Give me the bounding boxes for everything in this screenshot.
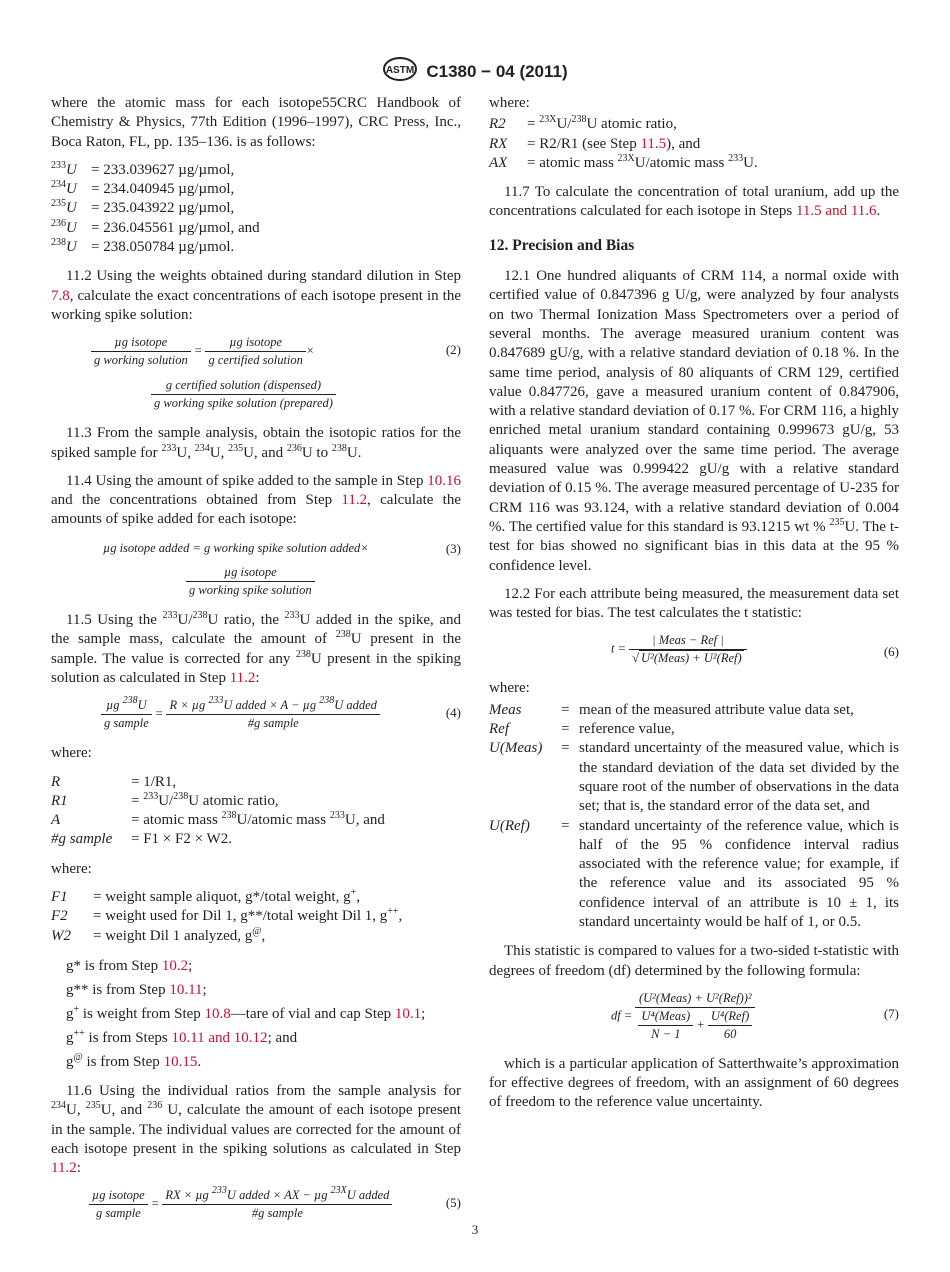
where-label: where: [489, 95, 530, 111]
link-step-10-1[interactable]: 10.1 [394, 1005, 422, 1022]
g-note: g* is from Step 10.2; [66, 957, 193, 974]
isotope-row: $^{233}$U = 233.039627 µg/µmol, [51, 159, 235, 178]
paragraph-12-1: 12.1 One hundred aliquants of CRM 114, a normal oxide with certified value of 0.847396 g U/g, were analyzed by four analysts on two Thermal Ionization Mass Spectrometers over a period of several months. The average measured uranium content was 0.847689 gU/g, with a relative standard deviation of 0.18 %. In the same time period, analysis of 80 aliquants of CRM 129, certified value 0.847726, gave a measured uranium content of 0.847906, with a relative standard deviation of 0.17 %. For CRM 116, a highly enriched metal uranium standard containing 0.999673 gU/g, 53 aliquants were analyzed over the same time period. The average measured value was 0.999422 gU/g with a relative standard deviation of 0.15 %. The average measured percentage of U-235 for CRM 116 was 93.124, with a relative standard deviation of 0.004 %. The certified value for this standard is 93.1215 wt % $^{235}$U. The t-test for bias showed no significant bias in this data at the 95 % confidence level. [489, 268, 900, 574]
definitions-eq5: R2 = $^{23X}$U/$^{238}$U atomic ratio, RX = R2/R1 (see Step 11.5), and AX = atomic mass $^{23X}$U/atomic mass $^{233}$U. [489, 114, 758, 171]
page-header [0, 56, 950, 87]
paragraph-11-7: 11.7 To calculate the concentration of total uranium, add up the concentrations calculated for each isotope in Steps 11.5 and 11.6. [489, 184, 899, 220]
equation-6: t = $\frac{\text{| Meas − Ref |}}{\text{√ U²(Meas) + U²(Ref)}}$ (6) [611, 633, 899, 666]
section-heading: 12. Precision and Bias [489, 236, 635, 254]
isotope-row: $^{236}$U = 236.045561 µg/µmol, and [51, 217, 260, 236]
equation-2: $\frac{\text{µg isotope}}{\text{g working solution}}$ = $\frac{\text{µg isotope}}{\text{g certified solution}}$ × $\frac{\text{g certified solution (dispensed)}}{\text{g working spike solution (prepared)}}$ (2) [51, 334, 461, 412]
isotope-row: $^{234}$U = 234.040945 µg/µmol, [51, 179, 235, 198]
paragraph-11-3: 11.3 From the sample analysis, obtain the isotopic ratios for the spiked sample for $^{233}$U, $^{234}$U, $^{235}$U, and $^{236}$U to $^{238}$U. [51, 425, 461, 461]
paragraph-intro: where the atomic mass for each isotope55CRC Handbook of Chemistry & Physics, 77th Edition (1996–1997), CRC Press, Inc., Boca Raton, FL, pp. 135–136. is as follows: [51, 95, 461, 150]
link-step-10-2[interactable]: 10.2 [161, 957, 189, 974]
link-step-11-2[interactable]: 11.2 [229, 669, 256, 686]
link-steps-11-5-11-6[interactable]: 11.5 and 11.6 [795, 203, 877, 220]
link-steps-10-11-10-12[interactable]: 10.11 and 10.12 [171, 1029, 268, 1046]
equation-5: $\frac{\text{µg isotope}}{\text{g sample}}$ = $\frac{RX \times \mu g ^{233}U added \times AX - \mu g ^{23X}U added}{\text{\#g sample}}$ (5) [51, 1187, 461, 1222]
paragraph-11-2: 11.2 Using the weights obtained during standard dilution in Step 7.8, calculate the exact concentrations of each isotope present in the working spike solution: [51, 268, 461, 323]
link-step-10-15[interactable]: 10.15 [163, 1053, 198, 1070]
g-note: g** is from Step 10.11; [66, 981, 207, 998]
where-label: where: [489, 680, 530, 697]
definitions-eq6: Meas = mean of the measured attribute value data set, Ref = reference value, U(Meas) = standard uncertainty of the measured value, which is the standard deviation of the data set divided by the square root of the number of observations in the data set; that is, the standard error of the data set, and U(Ref) = standard uncertainty of the reference value, which is half of the 95 % confidence interval radius associated with the reference value; for example, if the reference value and its associated 95 % confidence interval of an attribute is 10 ± 1, its standard uncertainty would be half of 1, or 0.5. [489, 701, 899, 930]
left-column [51, 94, 461, 1234]
where-label: where: [51, 745, 92, 762]
isotope-row: $^{235}$U = 235.043922 µg/µmol, [51, 198, 235, 217]
document-designation: C1380 − 04 (2011) [426, 61, 568, 81]
g-note: g+ is weight from Step 10.8—tare of vial and cap Step 10.1; [66, 1003, 426, 1022]
isotope-row: $^{238}$U = 238.050784 µg/µmol. [51, 237, 235, 256]
equation-7: df = (U²(Meas) + U²(Ref))² $\frac{\text{U⁴(Meas)}}{N - 1}$ + $\frac{\text{U⁴(Ref)}}{60}$ (7) [611, 990, 899, 1041]
paragraph-11-5: 11.5 Using the $^{233}$U/$^{238}$U ratio, the $^{233}$U added in the spike, and the sample mass, calculate the amount of $^{238}$U present in the sample. The value is corrected for any $^{238}$U present in the spiking solution as calculated in Step 11.2: [51, 610, 461, 686]
g-note: g++ is from Steps 10.11 and 10.12; and [66, 1027, 298, 1046]
link-step-10-11[interactable]: 10.11 [169, 981, 203, 998]
link-step-11-2[interactable]: 11.2 [51, 1160, 77, 1177]
isotope-mass-list [51, 161, 260, 257]
astm-logo-icon [382, 56, 418, 87]
page-number: 3 [471, 1222, 479, 1237]
link-step-11-5[interactable]: 11.5 [640, 135, 667, 152]
equation-4: $\frac{\mu g ^{238}U}{\text{g sample}}$ = $\frac{R \times \mu g ^{233}U added \times A - \mu g ^{238}U added}{\text{\#g sample}}$ (4) [51, 697, 461, 732]
paragraph-11-6: 11.6 Using the individual ratios from the sample analysis for $^{234}$U, $^{235}$U, and $^{236}$ U, calculate the amount of each isotope present in the sample. The individual values are corrected for the amount of each isotope present in the spiking solutions as calculated in Step 11.2: [51, 1082, 462, 1177]
definitions-f: F1 = weight sample aliquot, g*/total weight, g+, F2 = weight used for Dil 1, g**/total weight Dil 1, g++, W2 = weight Dil 1 analyzed, g@, [51, 887, 403, 944]
paragraph-statistic: This statistic is compared to values for a two-sided t-statistic with degrees of freedom (df) determined by the following formula: [489, 943, 899, 979]
paragraph-satterthwaite: which is a particular application of Satterthwaite’s approximation for effective degrees of freedom, with an assignment of 60 degrees of freedom to the reference value uncertainty. [489, 1055, 899, 1111]
g-note: g@ is from Step 10.15. [66, 1051, 202, 1070]
link-step-11-2[interactable]: 11.2 [341, 492, 368, 509]
link-step-7-8[interactable]: 7.8 [51, 287, 70, 304]
right-column [489, 94, 899, 1122]
svg-text:ASTM: ASTM [386, 65, 415, 76]
where-label: where: [51, 860, 92, 877]
definitions-eq4: R = 1/R1, R1 = $^{233}$U/$^{238}$U atomic ratio, A = atomic mass $^{238}$U/atomic mass $^{233}$U, and #g sample = F1 × F2 × W2. [51, 773, 385, 848]
link-step-10-16[interactable]: 10.16 [427, 472, 461, 489]
equation-3: µg isotope added = g working spike solution added× $\frac{\text{µg isotope}}{\text{g working spike solution}}$ (3) [103, 540, 461, 598]
paragraph-12-2: 12.2 For each attribute being measured, the measurement data set was tested for bias. The test calculates the t statistic: [489, 585, 899, 622]
link-step-10-8[interactable]: 10.8 [204, 1005, 231, 1022]
paragraph-11-4: 11.4 Using the amount of spike added to the sample in Step 10.16 and the concentrations obtained from Step 11.2, calculate the amounts of spike added for each isotope: [51, 472, 461, 528]
